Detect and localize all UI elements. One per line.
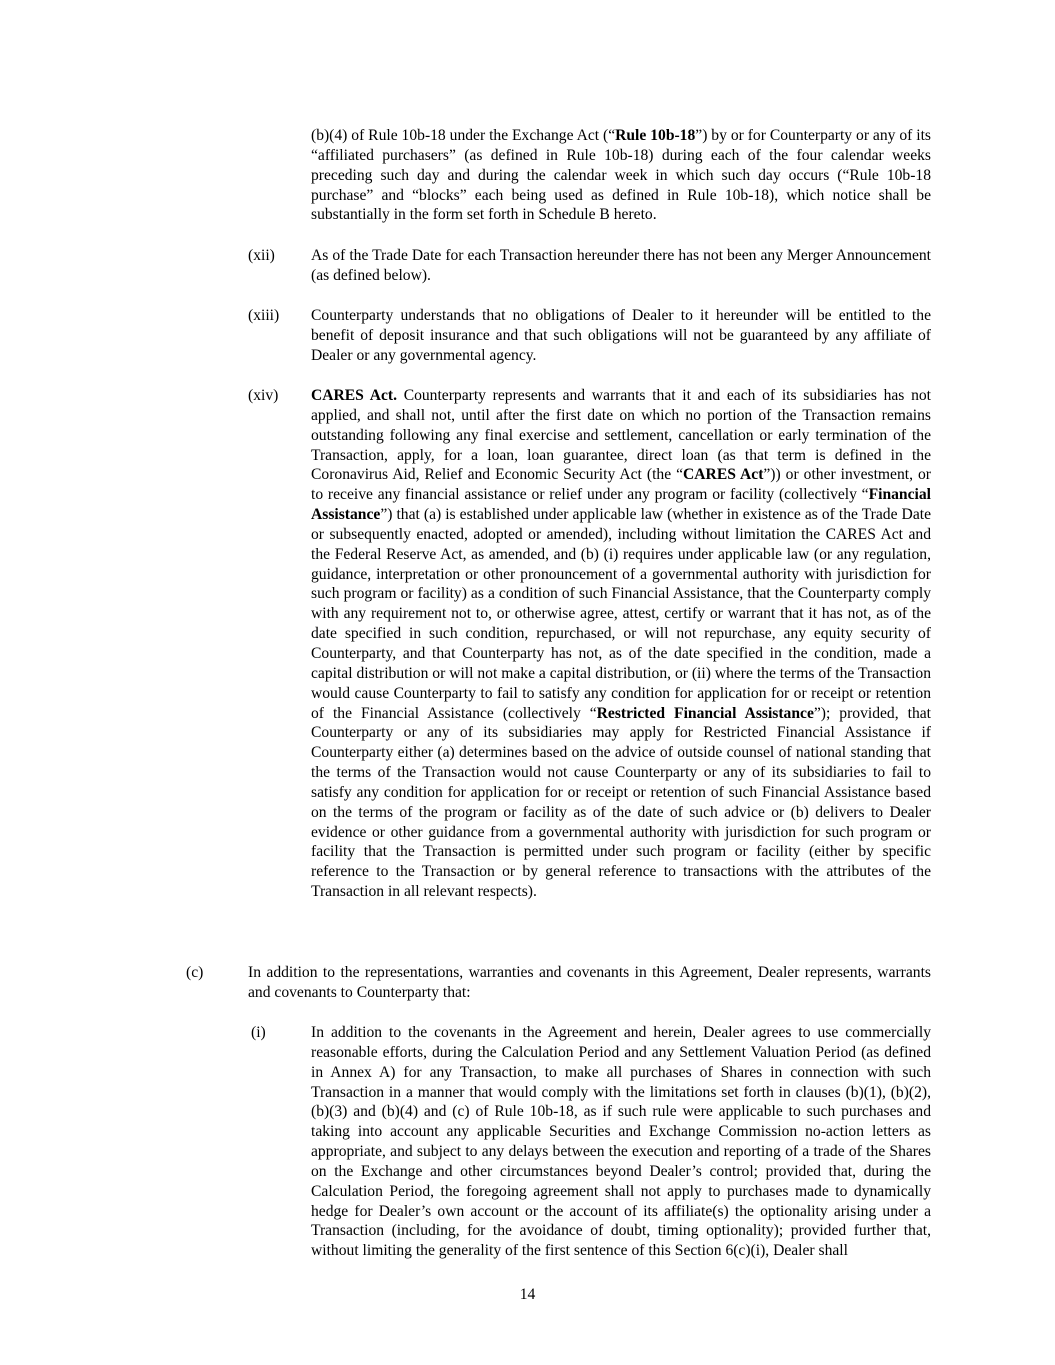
item-label-xiv: (xiv) — [248, 387, 279, 404]
item-xiv-text-4: ”); provided, that Counterparty or any of its subsidiaries may apply for Restricted Financial Assistance if Counterparty either (a) determines based on the advice of outside counsel of national standing that the terms of the Transaction would not cause Counterparty or any of its subsidiaries to fail to satisfy any condition for application for or receipt or retention of such Financial Assistance based on the terms of the program or facility as of the date of such advice or (b) delivers to Dealer evidence or other guidance from a governmental authority with jurisdiction for such program or facility that the Transaction is permitted under such program or facility (either by specific reference to the Transaction or by general reference to transactions with the attributes of the Transaction in all relevant respects). — [311, 704, 931, 901]
section-c-paragraph — [248, 963, 931, 1003]
item-xii-paragraph — [311, 246, 931, 286]
item-c-i-text: In addition to the covenants in the Agreement and herein, Dealer agrees to use commercially reasonable efforts, during the Calculation Period and any Settlement Valuation Period (as defined in Annex A) for any Transaction, to make all purchases of Shares in connection with such Transaction in a manner that would comply with the limitations set forth in clauses (b)(1), (b)(2), (b)(3) and (b)(4) and (c) of Rule 10b-18, as if such rule were applicable to such purchases and taking into account any applicable Securities and Exchange Commission no-action letters as appropriate, and subject to any delays between the execution and reporting of a trade of the Shares on the Exchange and other circumstances beyond Dealer’s control; provided that, during the Calculation Period, the foregoing agreement shall not apply to purchases made to dynamically hedge for Dealer’s own account or the account of its affiliate(s) the optionality arising under a Transaction (including, for the avoidance of doubt, timing optionality); provided further that, without limiting the generality of the first sentence of this Section 6(c)(i), Dealer shall — [311, 1024, 931, 1260]
item-xiv-text-1: Counterparty represents and warrants that it and each of its subsidiaries has not applied, and shall not, until after the first date on which no portion of the Transaction remains outstanding following any final exercise and settlement, cancellation or early termination of the Transaction, apply, for a loan, loan guarantee, direct loan (as that term is defined in the Coronavirus Aid, Relief and Economic Security Act (the “ — [311, 387, 932, 484]
defined-term-restricted-financial-assistance: Restricted Financial Assistance — [596, 704, 814, 722]
item-label-xii: (xii) — [248, 247, 275, 264]
item-xiv-paragraph — [311, 386, 931, 902]
item-xiv-text-2: ”)) or other investment, or to receive any financial assistance or relief under any program or facility (collectively “ — [311, 466, 931, 504]
item-c-i-paragraph — [311, 1023, 931, 1261]
item-xiii-text: Counterparty understands that no obligations of Dealer to it hereunder will be entitled to the benefit of deposit insurance and that such obligations will not be guaranteed by any affiliate of Dealer or any governmental agency. — [311, 307, 931, 364]
item-label-c-i: (i) — [251, 1024, 266, 1041]
continuation-text-1: (b)(4) of Rule 10b-18 under the Exchange Act (“ — [311, 127, 616, 144]
item-xiii-paragraph — [311, 306, 931, 366]
item-xii-text: As of the Trade Date for each Transaction hereunder there has not been any Merger Announcement (as defined below). — [311, 247, 931, 284]
defined-term-rule-10b-18: Rule 10b-18 — [615, 127, 696, 144]
continuation-paragraph — [311, 126, 931, 225]
item-xiv-text-3: ”) that (a) is established under applicable law (whether in existence as of the Trade Date or subsequently enacted, adopted or amended), including without limitation the CARES Act and the Federal Reserve Act, as amended, and (b) (i) requires under applicable law (or any regulation, guidance, interpretation or other pronouncement of a governmental authority with jurisdiction for such program or facility) as a condition of such Financial Assistance, that the Counterparty comply with any requirement not to, or otherwise agree, attest, certify or warrant that it has not, as of the date specified in such condition, repurchased, or will not repurchase, any equity security of Counterparty, and that Counterparty has not, as of the date specified in the condition, made a capital distribution or will not make a capital distribution, or (ii) where the terms of the Transaction would cause Counterparty to fail to satisfy any condition for application for or receipt or retention of the Financial Assistance (collectively “ — [311, 506, 931, 722]
defined-term-cares-act: CARES Act — [683, 466, 764, 484]
defined-term-financial-assistance: Financial Assistance — [311, 486, 931, 524]
continuation-text-2: ”) by or for Counterparty or any of its “affiliated purchasers” (as defined in Rule 10b-18) during each of the four calendar weeks preceding such day and during the calendar week in which such day occurs (“Rule 10b-18 purchase” and “blocks” each being used as defined in Rule 10b-18), which notice shall be substantially in the form set forth in Schedule B hereto. — [311, 127, 931, 224]
page-number: 14 — [519, 1286, 536, 1303]
item-label-xiii: (xiii) — [248, 307, 280, 324]
cares-act-heading: CARES Act. — [311, 387, 397, 404]
section-c-text: In addition to the representations, warranties and covenants in this Agreement, Dealer represents, warrants and covenants to Counterparty that: — [248, 964, 931, 1001]
section-label-c: (c) — [186, 964, 204, 981]
